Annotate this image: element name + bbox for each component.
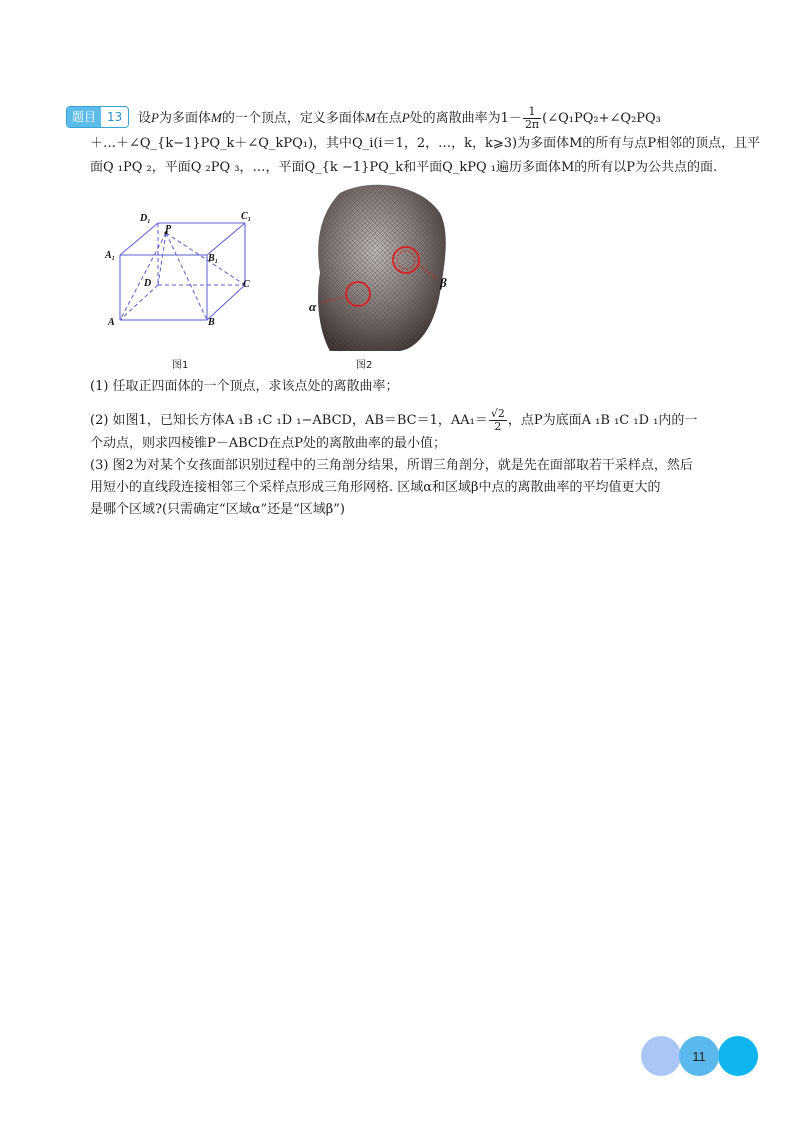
question-1: (1) 任取正四面体的一个顶点，求该点处的离散曲率； [90, 379, 399, 394]
label-d: D [144, 278, 152, 289]
figure-2-caption: 图2 [356, 360, 373, 371]
problem-badge-label: 题目 [67, 107, 101, 127]
edge-ad [120, 285, 158, 320]
question-2-line2: 个动点，则求四棱锥P－ABCD在点P处的离散曲率的最小值； [90, 436, 447, 451]
page-circle-right [718, 1036, 758, 1076]
label-b1: B₁ [208, 253, 219, 264]
figure-1-caption: 图1 [172, 360, 189, 371]
label-a1: A₁ [105, 250, 116, 261]
label-a: A [108, 317, 115, 328]
problem-stem-line1: 设P为多面体M的一个顶点，定义多面体M在点P处的离散曲率为1－ $\frac{1}{2\pi}$ (∠Q₁PQ₂+∠Q₂PQ₃ [138, 105, 661, 131]
edge-a1d1 [120, 223, 158, 255]
label-p: P [165, 224, 172, 235]
label-d1: D₁ [140, 213, 151, 224]
aa1-fraction: $\frac{√2}{2}$ [490, 407, 505, 433]
question-2-line1: (2) 如图1，已知长方体A ₁B ₁C ₁D ₁−ABCD，AB＝BC＝1，AA₁＝ $\frac{√2}{2}$ ，点P为底面A ₁B ₁C ₁D ₁内的一 [90, 407, 698, 433]
edge-b1c1 [207, 223, 245, 255]
label-alpha: α [309, 299, 317, 314]
label-beta: β [440, 275, 447, 290]
page-number: 11 [679, 1036, 719, 1076]
problem-stem-line3: 面Q ₁PQ ₂，平面Q ₂PQ ₃，…，平面Q_{k −1}PQ_k和平面Q_kPQ ₁遍历多面体M的所有以P为公共点的面. [90, 160, 718, 175]
figure-1-cuboid [100, 205, 270, 330]
label-c: C [243, 279, 250, 290]
label-c1: C₁ [241, 211, 252, 222]
figure-2-face-mesh [300, 183, 470, 353]
problem-number: 13 [101, 107, 128, 127]
problem-badge [66, 106, 129, 128]
page-circle-left [641, 1036, 681, 1076]
label-b: B [208, 317, 215, 328]
question-3-line2: 用短小的直线段连接相邻三个采样点形成三角形网格. 区域α和区域β中点的离散曲率的平均值更大的 [90, 480, 661, 495]
question-3-line1: (3) 图2为对某个女孩面部识别过程中的三角剖分结果，所谓三角剖分，就是先在面部取若干采样点，然后 [90, 458, 693, 473]
problem-stem-line2: ＋…＋∠Q_{k−1}PQ_k＋∠Q_kPQ₁)，其中Q_i(i＝1，2，…，k，k⩾3)为多面体M的所有与点P相邻的顶点，且平 [90, 136, 761, 151]
curvature-fraction: $\frac{1}{2\pi}$ [524, 105, 540, 131]
edge-bc [207, 285, 245, 320]
question-3-line3: 是哪个区域?(只需确定“区域α”还是“区域β”) [90, 502, 345, 517]
